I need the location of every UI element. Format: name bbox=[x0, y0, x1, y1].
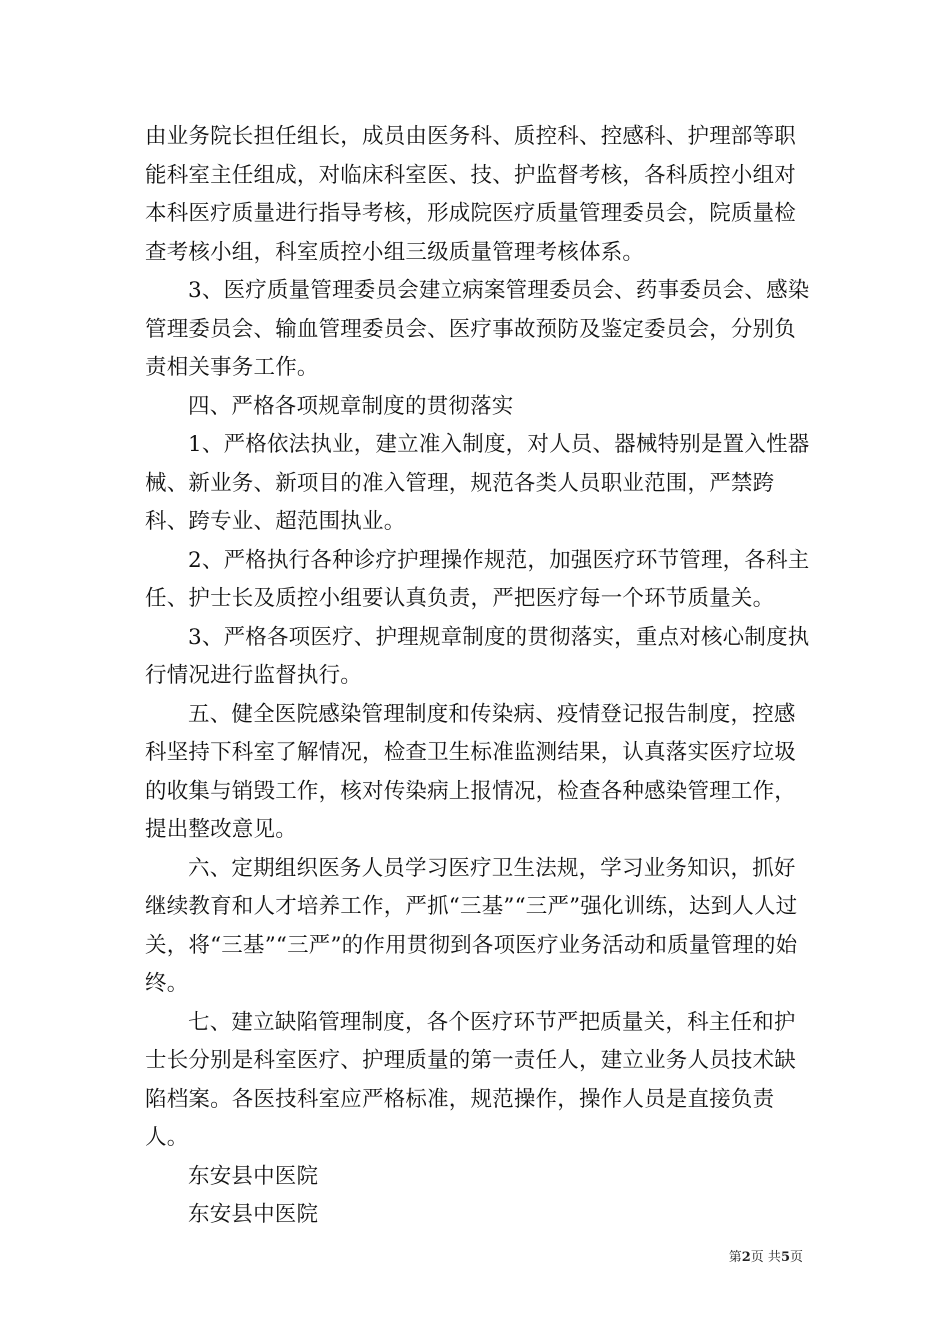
footer-prefix: 第 bbox=[728, 1250, 742, 1265]
paragraph: 由业务院长担任组长，成员由医务科、质控科、控感科、护理部等职能科室主任组成，对临床科室医、技、护监督考核，各科质控小组对本科医疗质量进行指导考核，形成院医疗质量管理委员会，院质量检查考核小组，科室质控小组三级质量管理考核体系。 bbox=[145, 124, 797, 265]
page-footer bbox=[729, 1246, 803, 1265]
paragraph: 3、严格各项医疗、护理规章制度的贯彻落实，重点对核心制度执行情况进行监督执行。 bbox=[145, 624, 810, 688]
section-heading: 四、严格各项规章制度的贯彻落实 bbox=[188, 393, 514, 419]
paragraph: 五、健全医院感染管理制度和传染病、疫情登记报告制度，控感科坚持下科室了解情况，检查卫生标准监测结果，认真落实医疗垃圾的收集与销毁工作，核对传染病上报情况，检查各种感染管理工作，提出整改意见。 bbox=[145, 701, 797, 842]
signature-line: 东安县中医院 bbox=[188, 1202, 319, 1227]
paragraph: 七、建立缺陷管理制度，各个医疗环节严把质量关，科主任和护士长分别是科室医疗、护理质量的第一责任人，建立业务人员技术缺陷档案。各医技科室应严格标准，规范操作，操作人员是直接负责人。 bbox=[145, 1009, 797, 1150]
total-page-number: 5 bbox=[780, 1250, 790, 1265]
paragraph: 1、严格依法执业，建立准入制度，对人员、器械特别是置入性器械、新业务、新项目的准入管理，规范各类人员职业范围，严禁跨科、跨专业、超范围执业。 bbox=[145, 432, 810, 534]
signature-line: 东安县中医院 bbox=[188, 1163, 319, 1189]
paragraph: 六、定期组织医务人员学习医疗卫生法规，学习业务知识，抓好继续教育和人才培养工作，严抓“三基”“三严”强化训练，达到人人过关，将“三基”“三严”的作用贯彻到各项医疗业务活动和质量管理的始终。 bbox=[145, 855, 798, 996]
footer-suffix: 页 bbox=[789, 1250, 803, 1265]
paragraph: 3、医疗质量管理委员会建立病案管理委员会、药事委员会、感染管理委员会、输血管理委员会、医疗事故预防及鉴定委员会，分别负责相关事务工作。 bbox=[145, 278, 810, 380]
current-page-number: 2 bbox=[741, 1250, 751, 1265]
footer-middle: 页 共 bbox=[750, 1250, 781, 1265]
paragraph: 2、严格执行各种诊疗护理操作规范，加强医疗环节管理，各科主任、护士长及质控小组要认真负责，严把医疗每一个环节质量关。 bbox=[145, 547, 810, 611]
document-body bbox=[145, 118, 810, 1235]
